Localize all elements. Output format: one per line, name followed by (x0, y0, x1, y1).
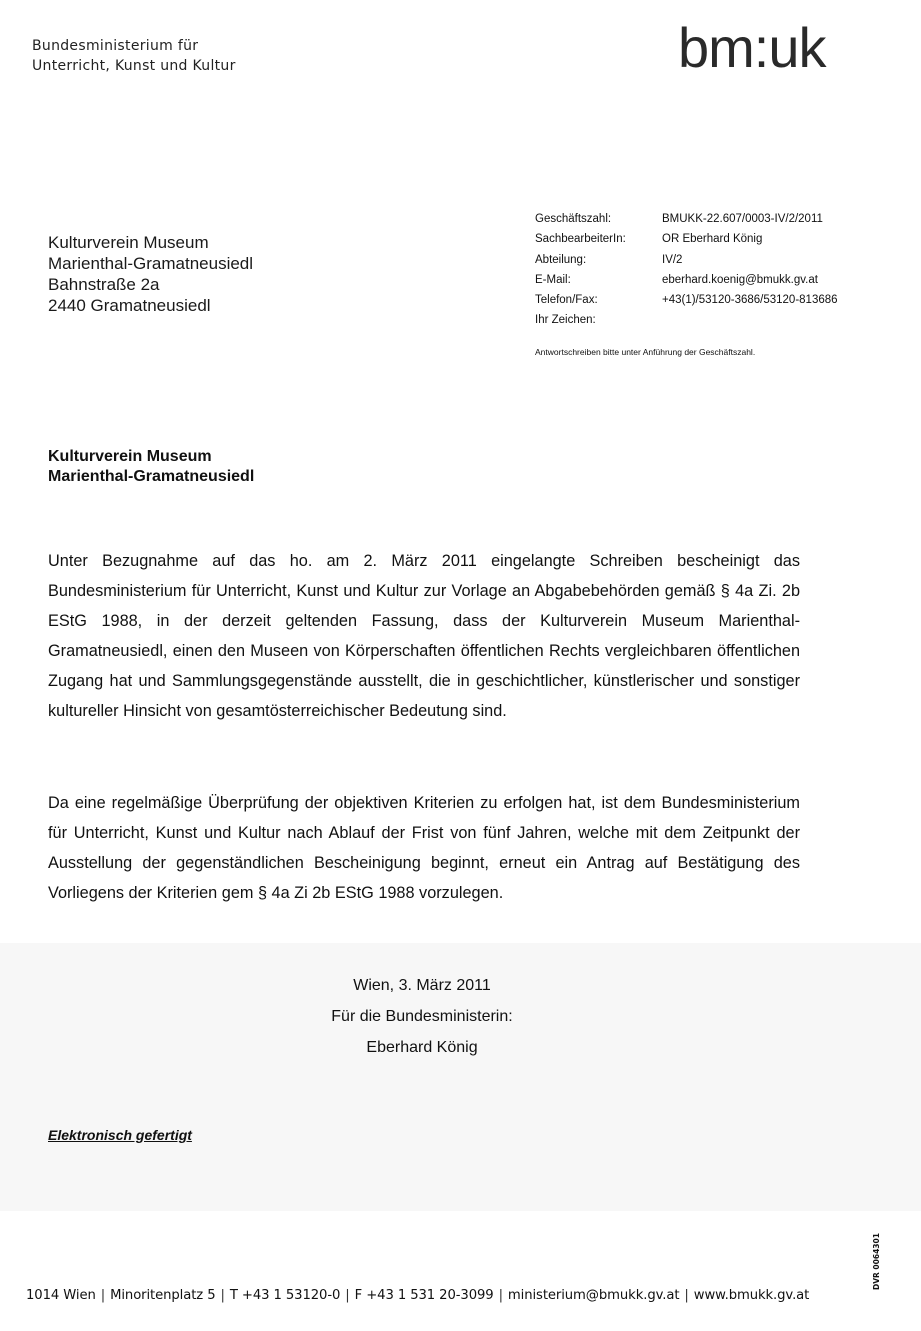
electronic-signature-note: Elektronisch gefertigt (48, 1127, 192, 1143)
signatory-name: Eberhard König (366, 1039, 478, 1056)
meta-row-geschaeftszahl (535, 209, 838, 229)
recipient-line2: Marienthal-Gramatneusiedl (48, 254, 254, 273)
meta-label: Telefon/Fax: (535, 294, 598, 307)
subject-line2: Marienthal-Gramatneusiedl (48, 468, 255, 485)
meta-value: OR Eberhard König (662, 233, 763, 246)
meta-row-ihr-zeichen (535, 310, 838, 330)
meta-value: +43(1)/53120-3686/53120-813686 (662, 294, 838, 307)
meta-label: Geschäftszahl: (535, 213, 612, 225)
footer-separator: | (498, 1288, 503, 1303)
meta-row-sachbearbeiter (535, 229, 838, 249)
footer-street: Minoritenplatz 5 (110, 1288, 216, 1303)
meta-value: IV/2 (662, 253, 683, 266)
ministry-name (32, 36, 236, 76)
footer (26, 1288, 809, 1303)
body-paragraph-1: Unter Bezugnahme auf das ho. am 2. März 2011 eingelangte Schreiben bescheinigt das Bundesministerium für Unterricht, Kunst und Kultur zur Vorlage an Abgabebehörden gemäß § 4a Zi. 2b EStG 1988, in der derzeit geltenden Fassung, dass der Kulturverein Museum Marienthal-Gramatneusiedl, einen den Museen von Körperschaften öffentlichen Rechts vergleichbaren öffentlichen Zugang hat und Sammlungsgegenstände ausstellt, die in geschichtlicher, künstlerischer und sonstiger kultureller Hinsicht von gesamtösterreichischer Bedeutung sind. (48, 552, 800, 720)
footer-website: www.bmukk.gv.at (693, 1288, 810, 1303)
ministry-name-line2: Unterricht, Kunst und Kultur (32, 58, 236, 74)
footer-separator: | (345, 1288, 350, 1303)
footer-fax: F +43 1 531 20-3099 (354, 1288, 494, 1303)
recipient-line1: Kulturverein Museum (48, 233, 209, 252)
bmuk-logo: bm:uk (678, 16, 826, 79)
meta-label: Ihr Zeichen: (535, 314, 596, 327)
footer-separator: | (684, 1288, 689, 1303)
meta-row-telefon (535, 290, 838, 310)
recipient-address (48, 232, 253, 316)
recipient-line4: 2440 Gramatneusiedl (48, 296, 211, 315)
place-date: Wien, 3. März 2011 (353, 977, 491, 994)
footer-phone: T +43 1 53120-0 (229, 1288, 341, 1303)
subject-line1: Kulturverein Museum (48, 448, 212, 465)
recipient-line3: Bahnstraße 2a (48, 275, 160, 294)
meta-row-abteilung (535, 250, 838, 270)
reference-block (535, 209, 838, 331)
signature-block (222, 970, 622, 1063)
meta-label: E-Mail: (535, 273, 571, 286)
meta-label: Abteilung: (535, 253, 587, 266)
meta-value: BMUKK-22.607/0003-IV/2/2011 (662, 213, 823, 225)
meta-label: SachbearbeiterIn: (535, 233, 626, 246)
reference-note: Antwortschreiben bitte unter Anführung der Geschäftszahl. (535, 347, 756, 357)
signature-for-line: Für die Bundesministerin: (331, 1008, 513, 1025)
ministry-name-line1: Bundesministerium für (32, 38, 199, 54)
footer-email: ministerium@bmukk.gv.at (507, 1288, 680, 1303)
meta-value: eberhard.koenig@bmukk.gv.at (662, 273, 818, 286)
body-paragraph-2: Da eine regelmäßige Überprüfung der objektiven Kriterien zu erfolgen hat, ist dem Bundesministerium für Unterricht, Kunst und Kultur nach Ablauf der Frist von fünf Jahren, welche mit dem Zeitpunkt der Ausstellung der gegenständlichen Bescheinigung beginnt, erneut ein Antrag auf Bestätigung des Vorliegens der Kriterien gem § 4a Zi 2b EStG 1988 vorzulegen. (48, 794, 800, 902)
meta-row-email (535, 270, 838, 290)
subject-heading (48, 447, 254, 487)
footer-separator: | (100, 1288, 106, 1303)
footer-separator: | (220, 1288, 225, 1303)
dvr-number: DVR 0064301 (872, 1233, 881, 1290)
footer-city: 1014 Wien (26, 1288, 96, 1303)
